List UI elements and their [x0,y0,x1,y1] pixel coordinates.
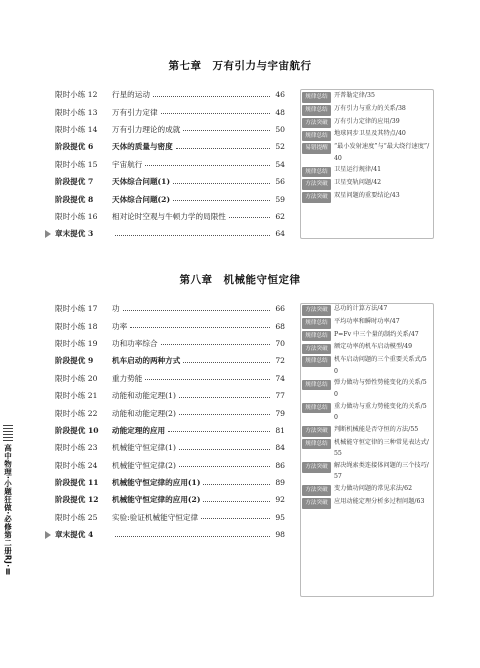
toc-entry-page: 70 [275,338,285,348]
leader-dots [168,430,270,432]
toc-entry-label: 阶段提优 7 [55,177,94,187]
toc-entry[interactable] [55,422,285,439]
toc-entry-label: 阶段提优 8 [55,194,94,204]
toc-entry-title: 机车启动的两种方式 [112,356,181,366]
toc-entry-label: 限时小练 15 [55,159,98,169]
toc-entry-title: 行星的运动 [112,90,150,100]
note-text: 地球同步卫星及其特点/40 [334,130,406,138]
toc-entry[interactable] [55,300,285,317]
note-tag: 规律总结 [302,331,331,342]
leader-dots [179,448,270,450]
leader-dots [201,517,270,519]
note-text: 开普勒定律/35 [334,92,375,99]
leader-dots [173,199,270,201]
toc-entry[interactable] [55,509,285,526]
chapter-8-notes [302,303,430,509]
toc-entry-title: 实验:验证机械能守恒定律 [112,512,199,522]
leader-dots [153,95,270,97]
note-text: 机械能守恒定律的三种常见表达式/55 [334,438,429,458]
note-item [302,303,430,316]
book-spine [2,425,14,665]
leader-dots [115,535,270,537]
toc-entry-page: 64 [275,229,285,239]
note-item [302,329,430,342]
leader-dots [115,234,270,236]
toc-entry-label: 限时小练 22 [55,408,98,418]
toc-entry-label: 章末提优 3 [55,229,94,239]
leader-dots [176,147,270,149]
note-text: 弹力做功与弹性势能变化的关系/50 [334,379,427,398]
note-tag: 规律总结 [302,105,331,116]
toc-entry-title: 功和功率综合 [112,338,158,348]
toc-entry-title: 动能和动能定理(1) [112,391,176,401]
note-item [302,377,430,400]
chapter-7-notes [302,90,430,203]
note-tag: 规律总结 [302,318,331,329]
toc-entry-chapter-summary[interactable] [55,526,285,543]
note-text: 双星问题的重要结论/43 [334,191,400,199]
note-item [302,483,430,496]
note-item [302,341,430,354]
toc-entry[interactable] [55,387,285,404]
note-text: “最小发射速度”与“最大绕行速度”/40 [334,143,430,162]
chapter-8-toc [55,300,285,543]
toc-entry-title: 功 [112,304,120,314]
toc-entry-title: 天体综合问题(2) [112,194,171,204]
note-text: P=Fv 中三个量的制约关系/47 [334,330,419,338]
note-text: 万有引力定律的应用/39 [334,117,400,125]
toc-entry-title: 机械能守恒定律的应用(2) [112,495,201,505]
note-item [302,354,430,377]
toc-entry-page: 54 [275,159,285,169]
toc-entry[interactable] [55,439,285,456]
leader-dots [161,112,270,114]
note-tag: 规律总结 [302,131,331,142]
toc-entry-label: 限时小练 13 [55,107,98,117]
note-tag: 方法突破 [302,426,331,437]
toc-entry[interactable] [55,491,285,508]
toc-entry-page: 59 [275,194,285,204]
toc-entry-label: 阶段提优 11 [55,478,99,488]
toc-entry-page: 95 [275,512,285,522]
toc-entry-label: 阶段提优 10 [55,425,99,435]
toc-entry-page: 92 [275,495,285,505]
note-text: 额定功率的机车启动模型/49 [334,343,413,351]
leader-dots [145,164,270,166]
toc-entry[interactable] [55,457,285,474]
toc-entry-page: 79 [275,408,285,418]
note-text: 判断机械能是否守恒的方法/55 [334,425,419,433]
toc-entry-label: 限时小练 17 [55,304,98,314]
toc-entry-label: 限时小练 25 [55,512,98,522]
toc-entry-label: 限时小练 16 [55,211,98,221]
note-text: 平均功率和瞬时功率/47 [334,317,400,325]
note-item [302,424,430,437]
note-tag: 规律总结 [302,167,331,178]
chapter-7-title: 第七章 万有引力与宇宙航行 [168,60,312,72]
toc-entry-title: 动能定理的应用 [112,425,166,435]
note-tag: 规律总结 [302,403,331,414]
toc-entry[interactable] [55,208,285,225]
leader-dots [130,326,270,328]
toc-entry[interactable] [55,86,285,103]
note-tag: 方法突破 [302,485,331,496]
toc-entry-title: 万有引力理论的成就 [112,124,181,134]
toc-entry-page: 84 [275,443,285,453]
toc-entry-page: 46 [275,90,285,100]
note-tag: 方法突破 [302,498,331,509]
toc-entry-title: 动能和动能定理(2) [112,408,176,418]
toc-entry-title: 天体的质量与密度 [112,142,173,152]
toc-entry[interactable] [55,173,285,190]
toc-entry[interactable] [55,156,285,173]
toc-entry-page: 98 [275,530,285,540]
toc-entry-page: 72 [275,356,285,366]
note-tag: 规律总结 [302,92,331,103]
toc-entry-title: 机械能守恒定律的应用(1) [112,478,201,488]
leader-dots [203,483,270,485]
toc-entry[interactable] [55,138,285,155]
toc-entry-title: 天体综合问题(1) [112,177,171,187]
note-text: 解决绳索类连接体问题的三个技巧/57 [334,461,429,481]
toc-entry-label: 阶段提优 12 [55,495,99,505]
toc-entry-title: 相对论时空观与牛顿力学的局限性 [112,211,226,221]
spine-bars [3,425,13,441]
toc-entry-page: 52 [275,142,285,152]
toc-entry[interactable] [55,121,285,138]
note-item [302,128,430,141]
toc-entry-label: 限时小练 23 [55,443,98,453]
note-item [302,103,430,116]
note-item [302,177,430,190]
note-item [302,437,430,460]
toc-entry-label: 阶段提优 9 [55,356,94,366]
note-item [302,316,430,329]
toc-entry-label: 限时小练 21 [55,391,98,401]
toc-entry-title: 机械能守恒定律(2) [112,460,176,470]
toc-entry[interactable] [55,370,285,387]
toc-entry-page: 74 [275,373,285,383]
toc-entry-page: 50 [275,124,285,134]
toc-entry-label: 阶段提优 6 [55,142,94,152]
toc-entry-chapter-summary[interactable] [55,225,285,242]
note-item [302,141,430,164]
note-text: 机车启动问题的三个重要关系式/50 [334,356,427,375]
note-tag: 易错提醒 [302,143,331,154]
toc-entry-page: 68 [275,321,285,331]
leader-dots [179,465,270,467]
toc-entry-page: 89 [275,478,285,488]
toc-entry-page: 77 [275,391,285,401]
note-item [302,116,430,129]
toc-entry-title: 功率 [112,321,128,331]
leader-dots [229,216,270,218]
toc-entry-title: 机械能守恒定律(1) [112,443,176,453]
toc-entry-label: 章末提优 4 [55,530,94,540]
leader-dots [123,309,270,311]
toc-entry-page: 86 [275,460,285,470]
note-item [302,90,430,103]
triangle-marker-icon [45,531,51,539]
chapter-7-toc [55,86,285,243]
toc-entry-page: 62 [275,211,285,221]
note-item [302,190,430,203]
note-tag: 规律总结 [302,356,331,367]
toc-entry[interactable] [55,335,285,352]
note-tag: 方法突破 [302,344,331,355]
toc-entry[interactable] [55,317,285,334]
toc-entry-label: 限时小练 12 [55,90,98,100]
note-text: 万有引力与重力的关系/38 [334,104,406,112]
note-text: 卫星变轨问题/42 [334,179,382,187]
chapter-8-title: 第八章 机械能守恒定律 [179,274,301,286]
toc-entry-label: 限时小练 14 [55,124,98,134]
toc-entry-title: 宇宙航行 [112,159,143,169]
leader-dots [203,500,270,502]
note-tag: 方法突破 [302,192,331,203]
note-text: 卫星运行规律/41 [334,166,382,174]
toc-entry[interactable] [55,404,285,421]
leader-dots [179,396,270,398]
toc-entry-page: 56 [275,177,285,187]
note-tag: 方法突破 [302,305,331,316]
note-item [302,496,430,509]
toc-entry-label: 限时小练 24 [55,460,98,470]
leader-dots [173,182,270,184]
spine-text: 高中物理·小题狂做·必修第二册RJ·Ⅱ [3,444,13,578]
note-text: 应用动能定理分析多过程问题/63 [334,497,425,505]
leader-dots [183,129,270,131]
toc-entry-title: 万有引力定律 [112,107,158,117]
leader-dots [183,361,270,363]
toc-entry-page: 66 [275,304,285,314]
note-text: 总功的计算方法/47 [334,305,388,312]
toc-entry[interactable] [55,352,285,369]
note-item [302,401,430,424]
toc-entry-page: 81 [275,425,285,435]
toc-entry-page: 48 [275,107,285,117]
toc-entry[interactable] [55,190,285,207]
note-tag: 方法突破 [302,462,331,473]
note-tag: 规律总结 [302,439,331,450]
note-tag: 规律总结 [302,380,331,391]
note-text: 变力做功问题的常见求法/62 [334,484,413,492]
leader-dots [145,378,270,380]
toc-entry[interactable] [55,103,285,120]
triangle-marker-icon [45,230,51,238]
note-tag: 方法突破 [302,179,331,190]
note-item [302,164,430,177]
toc-entry-label: 限时小练 20 [55,373,98,383]
leader-dots [179,413,270,415]
leader-dots [161,343,270,345]
note-tag: 方法突破 [302,118,331,129]
toc-entry-label: 限时小练 19 [55,338,98,348]
note-text: 重力做功与重力势能变化的关系/50 [334,402,427,422]
toc-entry-label: 限时小练 18 [55,321,98,331]
toc-entry[interactable] [55,474,285,491]
toc-entry-title: 重力势能 [112,373,143,383]
note-item [302,460,430,483]
